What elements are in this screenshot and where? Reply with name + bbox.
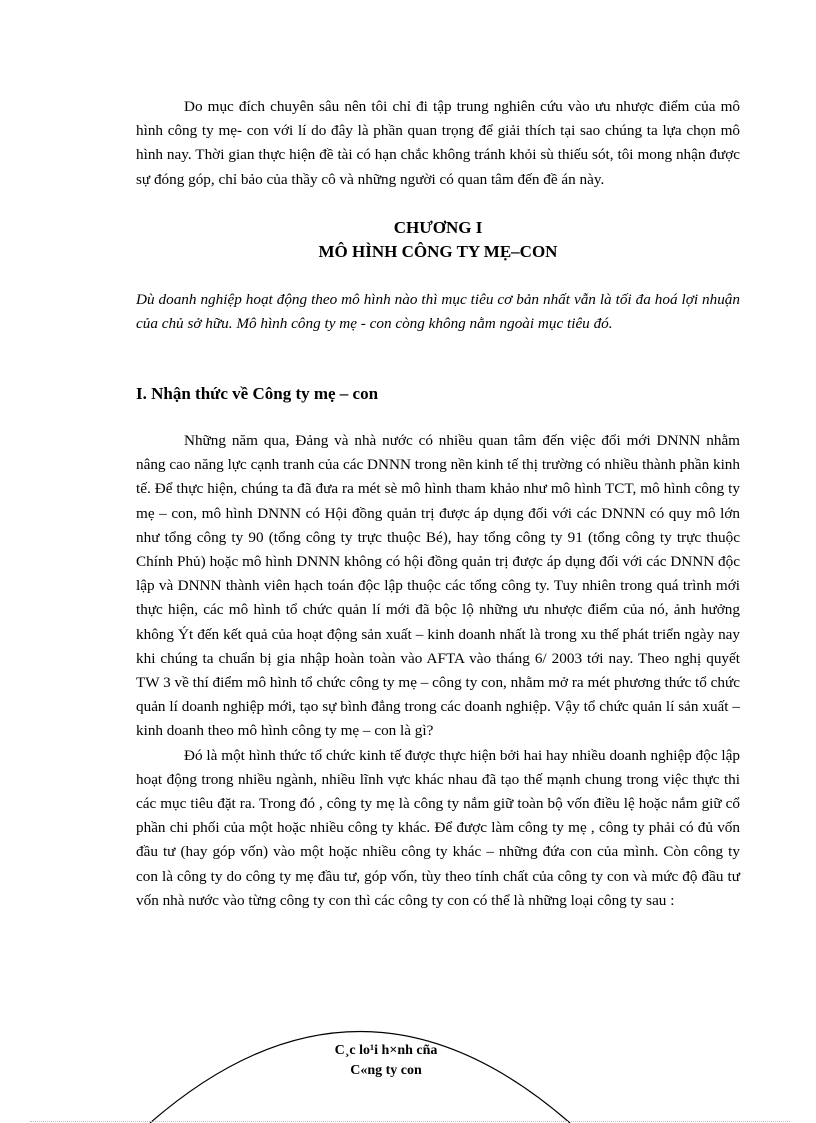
- diagram-label-line1: C¸c lo¹i h×nh cña: [334, 1043, 438, 1058]
- intro-paragraph: Do mục đích chuyên sâu nên tôi chỉ đi tập trung nghiên cứu vào ưu nhược điểm của mô hình công ty mẹ- con với lí do đây là phần quan trọng để giải thích tại sao chúng ta lựa chọn mô hình nay. Thời gian thực hiện đề tài có hạn chắc không tránh khỏi sù thiếu sót, tôi mong nhận được sự đóng góp, chỉ bảo của thầy cô và những người có quan tâm đến đề án này.: [136, 98, 740, 188]
- chapter-number: CHƯƠNG I: [393, 218, 483, 237]
- intro-block: [136, 95, 740, 192]
- diagram-label-line2: C«ng ty con: [350, 1063, 422, 1078]
- page-bottom-divider: [30, 1121, 790, 1122]
- body-paragraph: Những năm qua, Đảng và nhà nước có nhiều quan tâm đến việc đổi mới DNNN nhằm nâng cao năng lực cạnh tranh của các DNNN trong nền kinh tế thị trường có nhiều thành phần kinh tế. Để thực hiện, chúng ta đã đưa ra mét sè mô hình tham khảo như mô hình TCT, mô hình công ty mẹ – con, mô hình DNNN có Hội đồng quản trị được áp dụng đối với các DNNN có quy mô lớn như tổng công ty 90 (tổng công ty trực thuộc Bé), hay tổng công ty 91 (tổng công ty trực thuộc Chính Phủ) hoặc mô hình DNNN không có hội đồng quản trị được áp dụng đối với các DNNN độc lập và DNNN thành viên hạch toán độc lập thuộc các tổng công ty. Tuy nhiên trong quá trình mới thực hiện, các mô hình tổ chức quản lí mới đã bộc lộ những ưu nhược điểm của nó, ảnh hưởng không Ýt đến kết quả của hoạt động sản xuất – kinh doanh nhất là trong xu thế phát triển ngày nay khi chúng ta chuẩn bị gia nhập hoàn toàn vào AFTA vào tháng 6/ 2003 tới nay. Theo nghị quyết TW 3 về thí điểm mô hình tổ chức công ty mẹ – công ty con, nhằm mở ra mét phương thức tổ chức quản lí doanh nghiệp mới, tạo sự bình đẳng trong các doanh nghiệp. Vậy tổ chức quản lí sản xuất – kinh doanh theo mô hình công ty mẹ – con là gì?: [136, 432, 740, 740]
- body-block: [136, 429, 740, 913]
- body-paragraph: Đó là một hình thức tổ chức kinh tế được thực hiện bởi hai hay nhiều doanh nghiệp độc lập hoạt động trong nhiều ngành, nhiều lĩnh vực khác nhau đã tạo thế mạnh chung trong việc thực thi các mục tiêu đặt ra. Trong đó , công ty mẹ là công ty nắm giữ toàn bộ vốn điều lệ hoặc nắm giữ cổ phần chi phối của một hoặc nhiều công ty khác. Để được làm công ty mẹ , công ty phải có đủ vốn đầu tư (hay góp vốn) vào một hoặc nhiều công ty khác – những đứa con của mình. Còn công ty con là công ty do công ty mẹ đầu tư, góp vốn, tùy theo tính chất của công ty con và mức độ đầu tư vốn nhà nước vào từng công ty con thì các công ty con có thể là những loại công ty sau :: [136, 746, 740, 909]
- epigraph: Dù doanh nghiệp hoạt động theo mô hình nào thì mục tiêu cơ bản nhất vẫn là tối đa hoá lợi nhuận của chủ sở hữu. Mô hình công ty mẹ - con còng không nằm ngoài mục tiêu đó.: [136, 291, 740, 333]
- chapter-title: MÔ HÌNH CÔNG TY MẸ–CON: [318, 242, 558, 261]
- section-heading: I. Nhận thức về Công ty mẹ – con: [136, 384, 379, 403]
